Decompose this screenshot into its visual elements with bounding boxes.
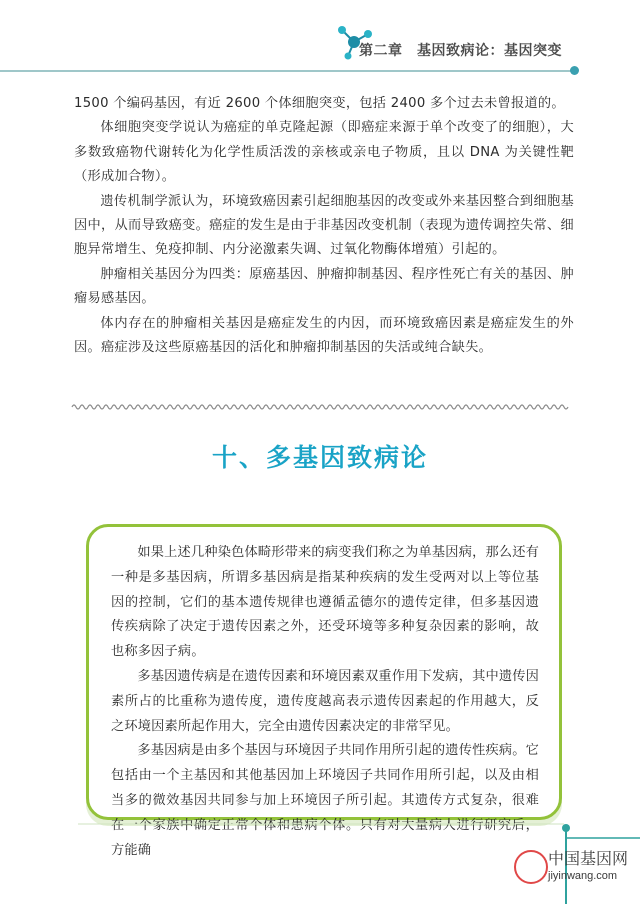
box-content — [111, 541, 539, 863]
watermark-logo-icon — [514, 850, 548, 884]
box-paragraph: 多基因遗传病是在遗传因素和环境因素双重作用下发病，其中遗传因素所占的比重称为遗传度，遗传度越高表示遗传因素起的作用越大，反之环境因素所起作用大，完全由遗传因素决定的非常罕见。 — [111, 668, 540, 734]
box-paragraph: 多基因病是由多个基因与环境因子共同作用所引起的遗传性疾病。它包括由一个主基因和其他基因加上环境因子共同作用所引起，以及由相当多的微效基因共同参与加上环境因子所引起。其遗传方式复杂，很难在一个家族中确定正常个体和患病个体。只有对大量病人进行研究后，方能确 — [111, 743, 540, 858]
paragraph: 体内存在的肿瘤相关基因是癌症发生的内因，而环境致癌因素是癌症发生的外因。癌症涉及这些原癌基因的活化和肿瘤抑制基因的失活或纯合缺失。 — [74, 315, 574, 356]
box-paragraph: 如果上述几种染色体畸形带来的病变我们称之为单基因病，那么还有一种是多基因病，所谓多基因病是指某种疾病的发生受两对以上等位基因的控制，它们的基本遗传规律也遵循孟德尔的遗传定律，但多基因遗传疾病除了决定于遗传因素之外，还受环境等多种复杂因素的影响，故也称多因子病。 — [111, 545, 540, 660]
paragraph: 体细胞突变学说认为癌症的单克隆起源（即癌症来源于单个改变了的细胞），大多数致癌物代谢转化为化学性质活泼的亲核或亲电子物质，且以 DNA 为关键性靶（形成加合物）。 — [74, 120, 574, 185]
page-header — [0, 0, 640, 90]
body-text — [74, 92, 574, 360]
chapter-title: 第二章 基因致病论：基因突变 — [359, 43, 562, 59]
section-title: 十、多基因致病论 — [211, 443, 428, 472]
paragraph: 肿瘤相关基因分为四类：原癌基因、肿瘤抑制基因、程序性死亡有关的基因、肿瘤易感基因。 — [74, 266, 574, 307]
wave-divider — [72, 402, 568, 412]
header-dot — [570, 66, 579, 75]
paragraph: 遗传机制学派认为，环境致癌因素引起细胞基因的改变或外来基因整合到细胞基因中，从而导致癌变。癌症的发生是由于非基因改变机制（表现为遗传调控失常、细胞异常增生、免疫抑制、内分泌激素失调、过氧化物酶体增殖）引起的。 — [74, 193, 574, 258]
watermark-name: 中国基因网 — [548, 849, 629, 868]
watermark — [510, 842, 632, 894]
watermark-url: jiyinwang.com — [548, 870, 618, 882]
highlight-box — [86, 524, 562, 858]
header-divider — [0, 70, 576, 72]
paragraph: 1500 个编码基因，有近 2600 个体细胞突变，包括 2400 多个过去未曾报道的。 — [74, 96, 565, 111]
